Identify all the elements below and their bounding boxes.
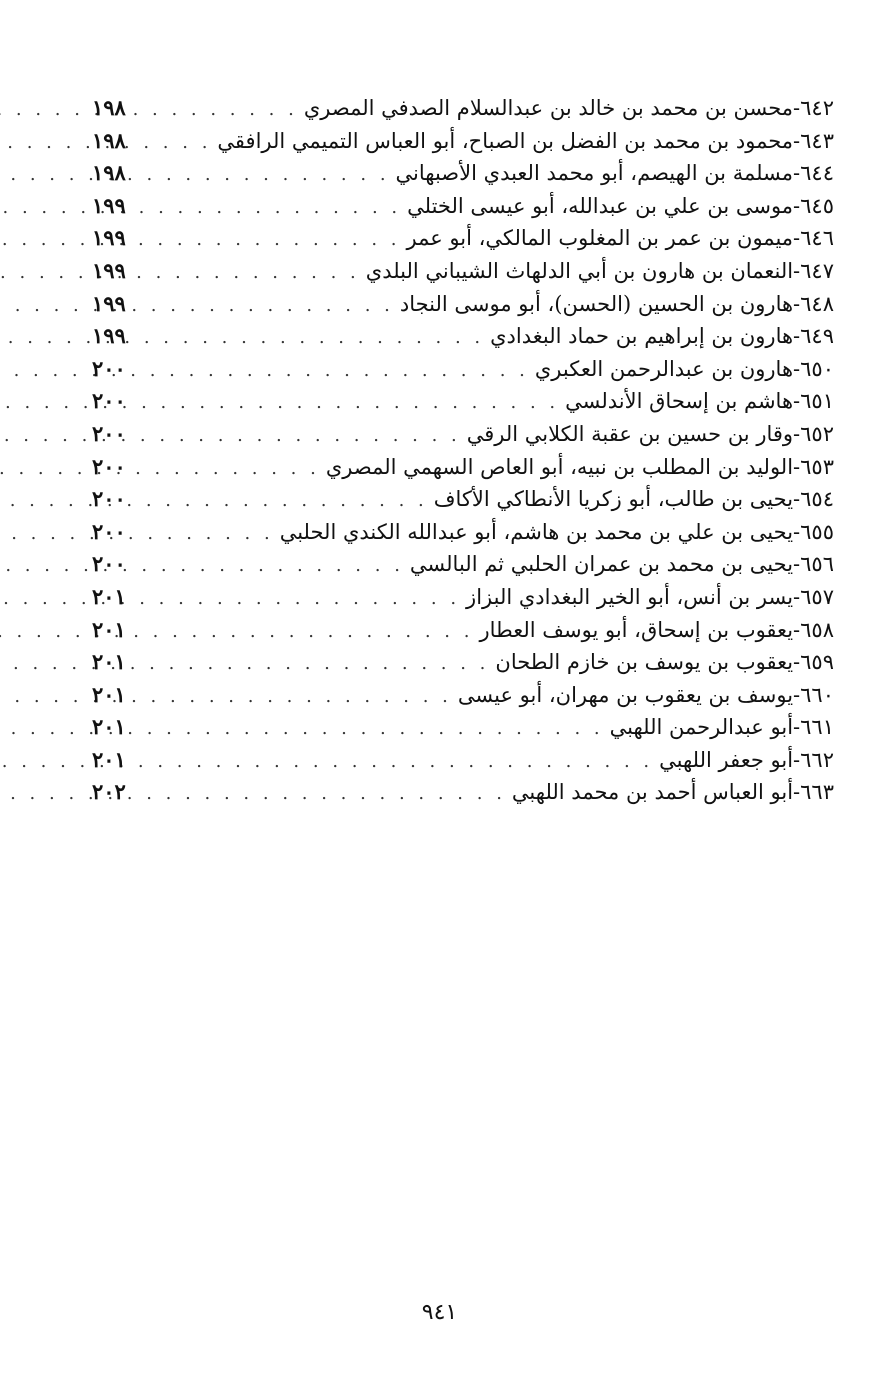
toc-entry [92,92,834,125]
entry-title: أبو العباس أحمد بن محمد اللهبي [511,780,794,805]
entry-title: يعقوب بن يوسف بن خازم الطحان [495,650,794,675]
dot-leader [140,681,458,714]
entry-page: ١٩٩ [92,323,126,349]
entry-number: ٦٥٨- [793,617,834,642]
entry-page: ٢٠٠ [92,551,126,577]
entry-number: ٦٥٣- [793,454,834,479]
dot-leader [140,94,304,127]
toc-entry [92,418,834,451]
entry-page: ١٩٩ [92,290,126,316]
toc-entry [92,385,834,418]
entry-number: ٦٤٣- [793,128,834,153]
entry-page: ١٩٩ [92,192,126,218]
entry-number: ٦٤٢- [793,96,834,120]
entry-title: يوسف بن يعقوب بن مهران، أبو عيسى [457,682,794,707]
entry-title: محسن بن محمد بن خالد بن عبدالسلام الصدفي المصري [303,96,794,120]
toc-entry [92,744,834,777]
entry-page: ١٩٨ [92,127,126,153]
entry-title: وقار بن حسين بن عقبة الكلابي الرقي [466,421,794,446]
entry-page: ١٩٨ [92,160,126,186]
dot-leader [140,713,610,746]
entry-number: ٦٥٤- [793,487,834,512]
entry-page: ٢٠٠ [92,388,126,414]
toc-entry [92,776,834,809]
dot-leader [140,420,467,453]
toc-entry [92,646,834,679]
toc-entry [92,679,834,712]
entry-page: ٢٠٠ [92,355,126,381]
toc-entry [92,581,834,614]
entry-title: هارون بن عبدالرحمن العكبري [534,356,794,381]
entry-title: يحيى بن علي بن محمد بن هاشم، أبو عبدالله الكندي الحلبي [279,519,794,544]
entry-page: ١٩٩ [92,225,126,251]
entry-page: ١٩٩ [92,257,126,283]
entry-title: أبو عبدالرحمن اللهبي [609,715,794,740]
entry-page: ٢٠١ [92,714,126,740]
toc-entry [92,451,834,484]
toc-entry [92,190,834,223]
entry-title: هاشم بن إسحاق الأندلسي [565,389,794,414]
toc-entry [92,516,834,549]
entry-title: موسى بن علي بن عبدالله، أبو عيسى الختلي [407,193,794,218]
dot-leader [140,387,565,420]
entry-number: ٦٥٧- [793,584,834,609]
dot-leader [140,192,407,225]
entry-number: ٦٥٩- [793,650,834,675]
entry-number: ٦٤٨- [793,291,834,316]
toc-entry [92,483,834,516]
toc-entry [92,548,834,581]
entry-page: ٢٠١ [92,649,126,675]
toc-entry [92,157,834,190]
entry-page: ١٩٨ [92,95,126,120]
entry-page: ٢٠٢ [92,779,126,805]
entry-number: ٦٦٠- [793,682,834,707]
dot-leader [140,778,512,811]
entry-title: هارون بن الحسين (الحسن)، أبو موسى النجاد [399,291,794,316]
entry-title: مسلمة بن الهيصم، أبو محمد العبدي الأصبهاني [395,161,794,186]
entry-number: ٦٦١- [793,715,834,740]
page-number: ٩٤١ [421,1300,458,1325]
entry-number: ٦٤٦- [793,226,834,251]
dot-leader [140,290,400,323]
entry-title: أبو جعفر اللهبي [659,747,794,772]
entry-title: يعقوب بن إسحاق، أبو يوسف العطار [479,617,794,642]
entry-number: ٦٤٥- [793,193,834,218]
entry-number: ٦٦٢- [793,747,834,772]
entry-title: هارون بن إبراهيم بن حماد البغدادي [490,324,794,349]
entry-page: ٢٠٠ [92,453,126,479]
entry-number: ٦٥١- [793,389,834,414]
dot-leader [140,746,659,779]
dot-leader [140,355,535,388]
entry-number: ٦٤٧- [793,258,834,283]
entry-number: ٦٥٠- [793,356,834,381]
dot-leader [140,550,410,583]
toc-entry [92,353,834,386]
toc-entry [92,711,834,744]
toc-entry [92,255,834,288]
entry-page: ٢٠٠ [92,518,126,544]
entry-title: يحيى بن طالب، أبو زكريا الأنطاكي الأكاف [433,487,794,512]
dot-leader [140,485,434,518]
entry-title: يسر بن أنس، أبو الخير البغدادي البزاز [466,584,794,609]
table-of-contents [92,92,834,809]
dot-leader [140,518,280,551]
entry-title: الوليد بن المطلب بن نبيه، أبو العاص السهمي المصري [325,454,794,479]
dot-leader [140,453,326,486]
entry-page: ٢٠٠ [92,486,126,512]
dot-leader [140,127,217,160]
entry-page: ٢٠١ [92,616,126,642]
dot-leader [140,583,466,616]
entry-page: ٢٠١ [92,681,126,707]
entry-title: يحيى بن محمد بن عمران الحلبي ثم البالسي [409,552,794,577]
entry-title: محمود بن محمد بن الفضل بن الصباح، أبو العباس التميمي الرافقي [217,128,794,153]
dot-leader [140,616,479,649]
entry-number: ٦٥٦- [793,552,834,577]
toc-entry [92,222,834,255]
entry-page: ٢٠١ [92,746,126,772]
entry-number: ٦٥٥- [793,519,834,544]
toc-entry [92,614,834,647]
entry-title: النعمان بن هارون بن أبي الدلهاث الشيباني البلدي [365,258,794,283]
dot-leader [140,159,396,192]
toc-entry [92,288,834,321]
toc-entry [92,125,834,158]
entry-title: ميمون بن عمر بن المغلوب المالكي، أبو عمر [406,226,794,251]
entry-number: ٦٤٩- [793,324,834,349]
entry-number: ٦٥٢- [793,421,834,446]
entry-page: ٢٠١ [92,583,126,609]
dot-leader [140,224,406,257]
entry-page: ٢٠٠ [92,420,126,446]
dot-leader [140,322,490,355]
dot-leader [140,257,366,290]
entry-number: ٦٦٣- [793,780,834,805]
dot-leader [140,648,495,681]
toc-entry [92,320,834,353]
entry-number: ٦٤٤- [793,161,834,186]
